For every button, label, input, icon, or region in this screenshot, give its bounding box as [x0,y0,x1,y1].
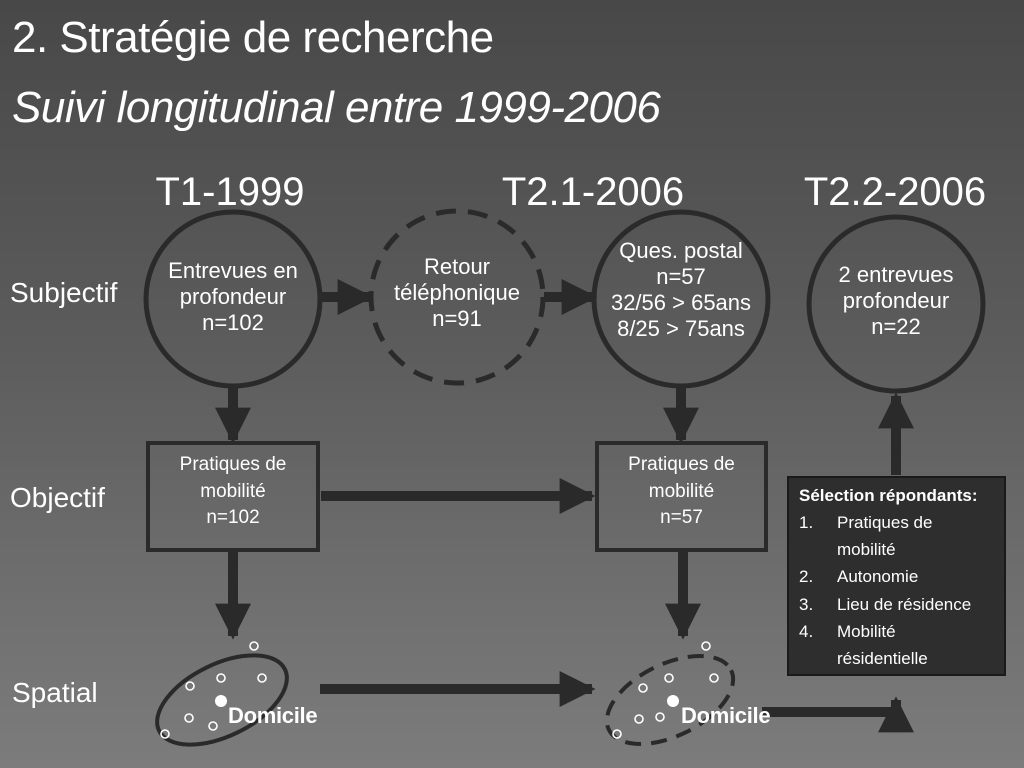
selection-item [799,618,996,672]
t21-mobility-line-1: Pratiques de [628,454,735,475]
phone-followup-line-1: Retour [423,254,491,279]
selection-item-number: 2. [799,567,814,587]
t1-mobility-text [150,452,316,532]
selection-criteria-list [799,509,996,672]
selection-item [799,563,996,590]
t21-home-dot [667,695,679,707]
phone-followup-line-2: téléphonique [393,279,520,305]
t22-interview-line-3: n=22 [871,313,921,339]
selection-item-number: 4. [799,621,814,641]
selection-item-line: Lieu de résidence [837,594,972,614]
selection-item-line: Pratiques de [837,513,933,533]
selection-item-line: Autonomie [837,567,919,587]
t1-interview-line-2: profondeur [179,283,287,309]
t21-postal-line-3: 32/56 > 65ans [610,289,752,315]
t1-mobility-line-2: mobilité [200,480,266,502]
t21-mobility-line-3: n=57 [660,507,703,529]
t21-mobility-text [598,452,765,532]
selection-item-line: Mobilité [837,621,896,641]
selection-heading: Sélection répondants: [799,486,978,505]
respondent-selection-box [787,476,1006,676]
t22-interview-line-2: profondeur [842,287,950,313]
t1-mobility-line-1: Pratiques de [179,454,287,475]
row-label-subjectif: Subjectif [10,277,118,308]
selection-item-line: mobilité [837,540,896,560]
t21-home-label: Domicile [681,703,771,728]
t21-postal-line-1: Ques. postal [619,238,743,263]
t21-mobility-line-2: mobilité [648,480,715,502]
row-label-objectif: Objectif [10,482,105,513]
t21-postal-line-2: n=57 [656,263,706,289]
t22-interview-text [816,262,976,340]
t1-interview-text [153,258,313,336]
t1-interview-line-3: n=102 [202,309,264,335]
phone-followup-line-3: n=91 [432,305,482,331]
slide-title: 2. Stratégie de recherche [12,13,494,62]
t21-postal-text [596,238,766,342]
column-heading-t1: T1-1999 [155,170,305,214]
t1-interview-line-1: Entrevues en [168,258,298,283]
slide-subtitle: Suivi longitudinal entre 1999-2006 [12,83,661,132]
selection-item-line: résidentielle [837,649,928,669]
selection-item-number: 3. [799,594,814,614]
arrow-spatial-to-selection [762,700,896,712]
column-heading-t22: T2.2-2006 [803,170,987,214]
t22-interview-line-1: 2 entrevues [838,262,954,287]
row-label-spatial: Spatial [12,677,98,708]
column-heading-t21: T2.1-2006 [501,170,685,214]
t1-mobility-line-3: n=102 [206,507,260,529]
selection-item [799,591,996,618]
selection-item [799,509,996,563]
t1-home-label: Domicile [228,703,318,728]
phone-followup-text [377,254,537,332]
t1-home-dot [215,695,227,707]
t21-postal-line-4: 8/25 > 75ans [617,315,745,341]
selection-item-number: 1. [799,513,814,533]
